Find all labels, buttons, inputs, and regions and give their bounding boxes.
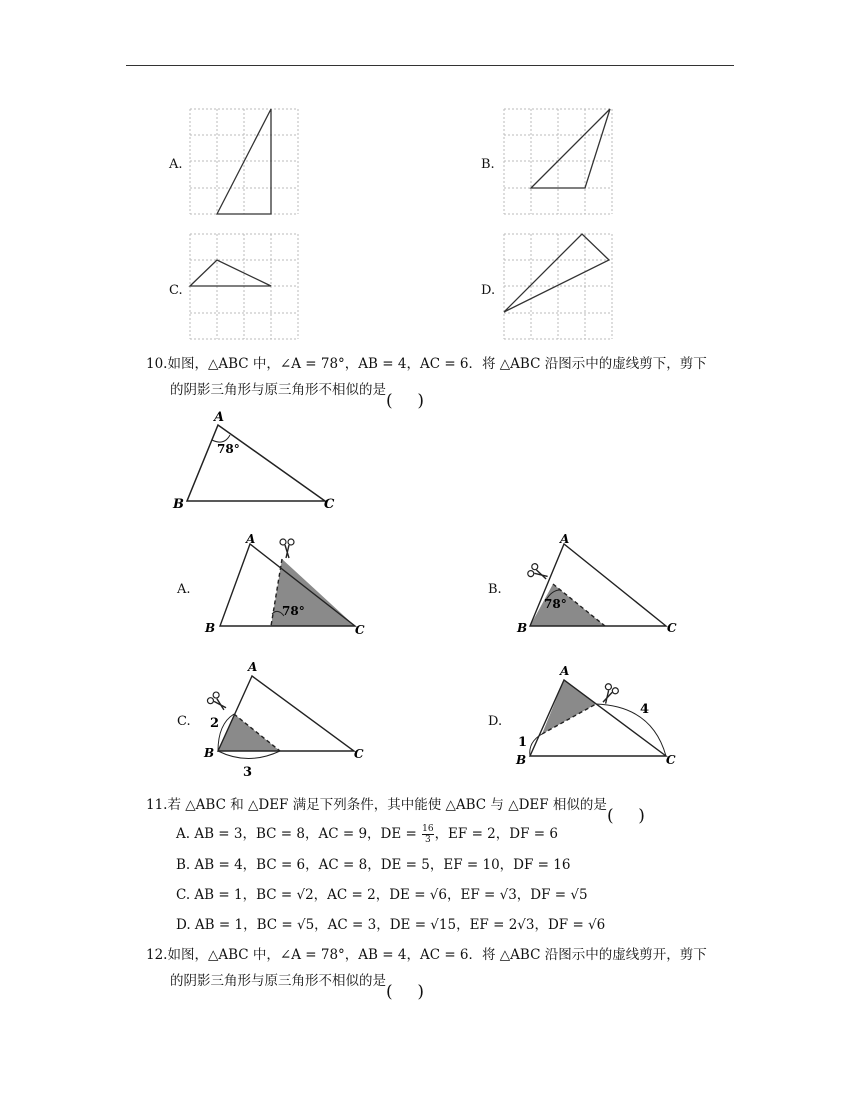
q9-option-c-grid-figure [188, 232, 300, 342]
q11-option-a[interactable] [176, 824, 558, 845]
svg-text:C: C [354, 747, 364, 761]
q10-d-label-four: 4 [640, 702, 650, 717]
svg-text:C: C [667, 621, 677, 635]
q9-option-c-label[interactable]: C. [169, 283, 183, 298]
q10-option-a-figure [200, 532, 375, 642]
q9-option-d-grid-figure [502, 232, 614, 342]
q10-fig-label-b: B [173, 497, 184, 512]
q10-option-a-label[interactable]: A. [177, 582, 191, 597]
q11-option-b[interactable]: B. AB = 4，BC = 6，AC = 8，DE = 5，EF = 10，DF = 16 [176, 857, 571, 873]
q9-b-triangle [531, 109, 610, 188]
fraction [422, 824, 433, 845]
svg-text:B: B [516, 753, 527, 767]
q12-text-line1: 如图，△ABC 中，∠A = 78°，AB = 4，AC = 6．将 △ABC 沿图示中的虚线剪开，剪下 [167, 947, 707, 963]
header-rule [126, 65, 734, 66]
q10-d-label-one: 1 [518, 735, 528, 750]
q9-d-triangle [504, 234, 609, 312]
q12-text-line2: 的阴影三角形与原三角形不相似的是 [170, 973, 386, 989]
q10-main-triangle-figure [168, 408, 348, 516]
q11-option-a-tail: ，EF = 2，DF = 6 [434, 826, 558, 842]
q10-fig-label-a: A [214, 410, 225, 425]
q12-stem-line1 [146, 945, 707, 965]
q11-stem [146, 795, 645, 815]
q11-option-a-text: A. AB = 3，BC = 8，AC = 9，DE = [176, 826, 422, 842]
fraction-denominator: 3 [424, 835, 431, 845]
q10-c-label-three: 3 [243, 765, 253, 780]
q9-option-b-label[interactable]: B. [481, 157, 495, 172]
svg-text:C: C [666, 753, 676, 767]
svg-text:A: A [246, 532, 256, 546]
q9-option-a-grid-figure [188, 108, 300, 218]
q10-d-shaded-triangle [542, 680, 596, 734]
q10-fig-angle-label: 78° [217, 442, 240, 456]
q10-number: 10. [146, 356, 168, 372]
svg-text:B: B [204, 746, 215, 760]
scissors-icon [280, 539, 294, 558]
scissors-icon [598, 683, 620, 706]
q9-c-triangle [190, 260, 271, 286]
svg-text:C: C [355, 623, 365, 637]
q11-option-c[interactable]: C. AB = 1，BC = √2，AC = 2，DE = √6，EF = √3，DF = √5 [176, 887, 588, 903]
svg-text:A: A [248, 660, 258, 674]
q10-option-b-figure [512, 532, 687, 642]
q9-option-b-grid-figure [502, 108, 614, 218]
q10-option-b-label[interactable]: B. [488, 582, 502, 597]
q10-text-line2: 的阴影三角形与原三角形不相似的是 [170, 382, 386, 398]
svg-text:A: A [560, 664, 570, 678]
fraction-numerator: 16 [422, 824, 434, 834]
q10-fig-label-c: C [324, 497, 335, 512]
q10-text-line1: 如图，△ABC 中，∠A = 78°，AB = 4，AC = 6．将 △ABC 沿图示中的虚线剪下，剪下 [167, 356, 707, 372]
q10-option-c-label[interactable]: C. [177, 714, 191, 729]
q10-option-c-figure [200, 656, 375, 781]
q11-number: 11. [146, 797, 168, 813]
q10-option-d-figure [512, 656, 692, 774]
q11-option-d[interactable]: D. AB = 1，BC = √5，AC = 3，DE = √15，EF = 2√3，DF = √6 [176, 917, 606, 933]
q10-a-angle-label: 78° [282, 604, 305, 618]
q10-c-label-two: 2 [210, 716, 220, 731]
q12-number: 12. [146, 947, 168, 963]
q10-option-d-label[interactable]: D. [488, 714, 503, 729]
q10-b-shaded-triangle [530, 584, 605, 626]
q10-stem-line1 [146, 354, 707, 374]
svg-text:B: B [517, 621, 528, 635]
q9-option-d-label[interactable]: D. [481, 283, 496, 298]
scissors-icon [206, 691, 229, 714]
svg-text:A: A [560, 532, 570, 546]
scissors-icon [527, 563, 550, 585]
q12-stem-line2 [170, 971, 424, 991]
svg-text:B: B [205, 621, 216, 635]
q10-stem-line2 [170, 380, 424, 400]
q9-option-a-label[interactable]: A. [169, 157, 183, 172]
q11-stem-text: 若 △ABC 和 △DEF 满足下列条件，其中能使 △ABC 与 △DEF 相似的是 [167, 797, 607, 813]
q10-b-angle-label: 78° [544, 597, 567, 611]
